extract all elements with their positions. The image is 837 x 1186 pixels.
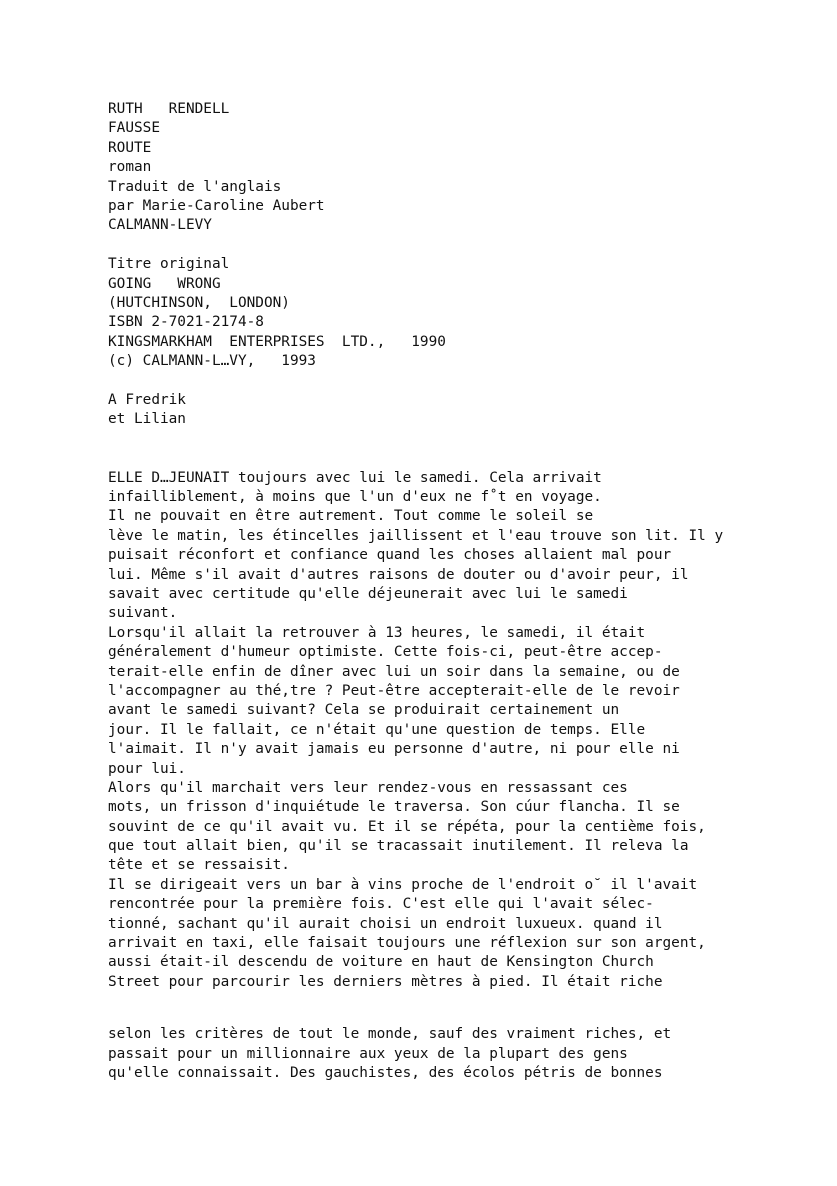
text-line: que tout allait bien, qu'il se tracassait inutilement. Il releva la <box>108 838 689 855</box>
text-line: Il se dirigeait vers un bar à vins proche de l'endroit o˘ il l'avait <box>108 876 698 893</box>
credits-block <box>108 255 808 371</box>
text-line: lui. Même s'il avait d'autres raisons de douter ou d'avoir peur, il <box>108 566 689 583</box>
text-line: lève le matin, les étincelles jaillissent et l'eau trouve son lit. Il y <box>108 527 724 544</box>
document-page <box>108 100 808 1083</box>
text-line: mots, un frisson d'inquiétude le traversa. Son cúur flancha. Il se <box>108 799 680 816</box>
text-line: souvint de ce qu'il avait vu. Et il se répéta, pour la centième fois, <box>108 818 706 835</box>
isbn-line: ISBN 2-7021-2174-8 <box>108 314 264 331</box>
body-section-1 <box>108 469 808 993</box>
original-publisher: (HUTCHINSON, LONDON) <box>108 294 290 311</box>
genre-line: roman <box>108 159 152 176</box>
text-line: ELLE D…JEUNAIT toujours avec lui le samedi. Cela arrivait <box>108 469 602 486</box>
spacer <box>108 236 808 255</box>
text-line: l'accompagner au thé‚tre ? Peut-être accepterait-elle de le revoir <box>108 682 680 699</box>
text-line: suivant. <box>108 605 178 622</box>
dedication-line: et Lilian <box>108 411 186 428</box>
text-line: puisait réconfort et confiance quand les choses allaient mal pour <box>108 547 672 564</box>
text-line: selon les critères de tout le monde, sauf des vraiment riches, et <box>108 1026 672 1043</box>
text-line: passait pour un millionnaire aux yeux de la plupart des gens <box>108 1045 628 1062</box>
original-title: GOING WRONG <box>108 275 221 292</box>
text-line: terait-elle enfin de dîner avec lui un soir dans la semaine, ou de <box>108 663 680 680</box>
spacer <box>108 992 808 1025</box>
copyright-translation: (c) CALMANN-L…VY, 1993 <box>108 353 316 370</box>
copyright-original: KINGSMARKHAM ENTERPRISES LTD., 1990 <box>108 333 446 350</box>
text-line: tête et se ressaisit. <box>108 857 290 874</box>
publisher-line: CALMANN-LEVY <box>108 217 212 234</box>
text-line: savait avec certitude qu'elle déjeunerait avec lui le samedi <box>108 585 628 602</box>
text-line: Lorsqu'il allait la retrouver à 13 heures, le samedi, il était <box>108 624 646 641</box>
body-section-2 <box>108 1025 808 1083</box>
spacer <box>108 430 808 469</box>
text-line: pour lui. <box>108 760 186 777</box>
text-line: jour. Il le fallait, ce n'était qu'une question de temps. Elle <box>108 721 646 738</box>
text-line: généralement d'humeur optimiste. Cette fois-ci, peut-être accep- <box>108 644 663 661</box>
title-line-1: FAUSSE <box>108 120 160 137</box>
text-line: qu'elle connaissait. Des gauchistes, des écolos pétris de bonnes <box>108 1064 663 1081</box>
title-block <box>108 100 808 236</box>
text-line: Alors qu'il marchait vers leur rendez-vous en ressassant ces <box>108 779 628 796</box>
title-line-2: ROUTE <box>108 139 152 156</box>
text-line: tionné, sachant qu'il aurait choisi un endroit luxueux. quand il <box>108 915 663 932</box>
text-line: l'aimait. Il n'y avait jamais eu personne d'autre, ni pour elle ni <box>108 741 680 758</box>
text-line: avant le samedi suivant? Cela se produirait certainement un <box>108 702 620 719</box>
translation-line: Traduit de l'anglais <box>108 178 282 195</box>
translator-line: par Marie-Caroline Aubert <box>108 197 325 214</box>
spacer <box>108 371 808 390</box>
dedication-line: A Fredrik <box>108 391 186 408</box>
text-line: infailliblement, à moins que l'un d'eux ne f˚t en voyage. <box>108 489 602 506</box>
dedication-block <box>108 391 808 430</box>
text-line: rencontrée pour la première fois. C'est elle qui l'avait sélec- <box>108 896 654 913</box>
text-line: aussi était-il descendu de voiture en haut de Kensington Church <box>108 954 654 971</box>
text-line: Il ne pouvait en être autrement. Tout comme le soleil se <box>108 508 594 525</box>
author-line: RUTH RENDELL <box>108 101 230 117</box>
text-line: Street pour parcourir les derniers mètres à pied. Il était riche <box>108 973 663 990</box>
original-title-label: Titre original <box>108 256 230 273</box>
text-line: arrivait en taxi, elle faisait toujours une réflexion sur son argent, <box>108 935 706 952</box>
